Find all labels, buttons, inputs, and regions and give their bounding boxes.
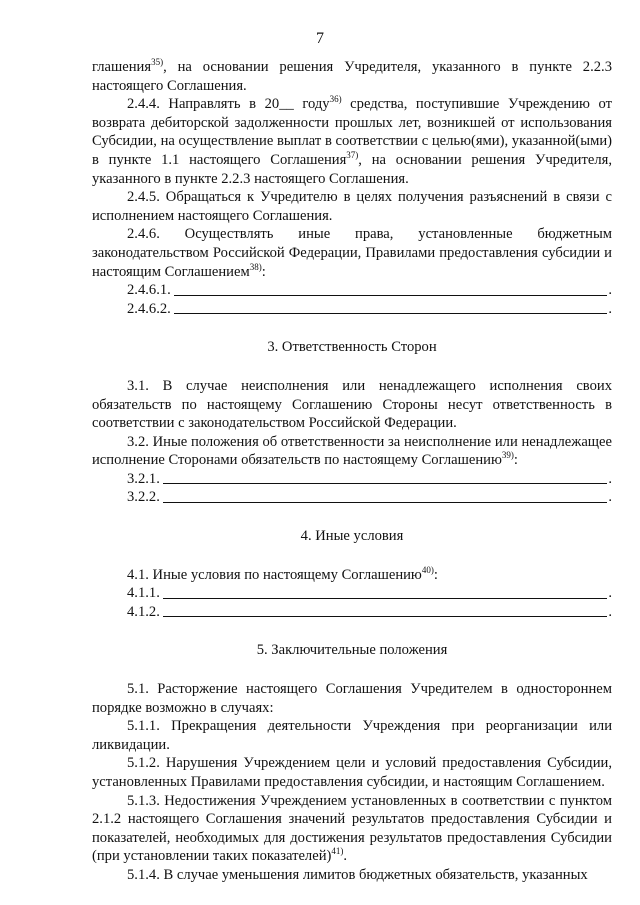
footnote-ref: 36)	[329, 94, 342, 105]
fill-dot: .	[608, 489, 612, 506]
paragraph-3-2	[92, 433, 612, 470]
fill-label: 2.4.6.2.	[127, 300, 171, 317]
fill-line-3-2-2	[127, 488, 612, 507]
paragraph-3-1: 3.1. В случае неисполнения или ненадлежащего исполнения своих обязательств по настоящему Соглашению Стороны несут ответственность в соответствии с законодательством Российской Федерации.	[92, 377, 612, 432]
fill-dot: .	[608, 282, 612, 299]
fill-dot: .	[608, 585, 612, 602]
paragraph-2-4-5: 2.4.5. Обращаться к Учредителю в целях получения разъяснений в связи с исполнением настоящего Соглашения.	[92, 189, 612, 224]
section-heading-5: 5. Заключительные положения	[256, 642, 448, 659]
paragraph-4-1	[92, 566, 612, 585]
text: :	[433, 566, 438, 583]
text: глашения	[92, 59, 152, 75]
footnote-ref: 39)	[501, 450, 514, 461]
fill-label: 4.1.2.	[127, 603, 160, 620]
footnote-ref: 38)	[249, 261, 262, 272]
text: 5.1.3. Недостижения Учреждением установленных в соответствии с пунктом 2.1.2 настоящего Соглашения значений результатов предоставления Субсидии и показателей, необходимых для достижения результатов предоставления Субсидии (при установлении таких показателей)	[92, 792, 612, 865]
blank-line	[163, 598, 608, 599]
fill-label: 2.4.6.1.	[127, 282, 171, 299]
fill-line-2-4-6-2	[127, 300, 612, 319]
text: 4.1. Иные условия по настоящему Соглашению	[127, 566, 422, 583]
blank-line	[163, 616, 608, 617]
section-heading-4: 4. Иные условия	[300, 528, 404, 545]
paragraph-2-4-6	[92, 225, 612, 281]
text: , на основании решения Учредителя, указанного в пункте 2.2.3 настоящего Соглашения.	[92, 151, 612, 187]
text: :	[513, 452, 518, 469]
fill-line-2-4-6-1	[127, 281, 612, 300]
fill-label: 4.1.1.	[127, 585, 160, 602]
paragraph-5-1-4: 5.1.4. В случае уменьшения лимитов бюджетных обязательств, указанных	[127, 866, 588, 883]
fill-label: 3.2.1.	[127, 470, 160, 487]
text: 2.4.6. Осуществлять иные права, установленные бюджетным законодательством Российской Федерации, Правилами предоставления субсидии и настоящим Соглашением	[92, 226, 612, 280]
fill-line-4-1-1	[127, 584, 612, 603]
page-number: 7	[316, 30, 324, 47]
text: , на основании решения Учредителя, указанного в пункте 2.2.3 настоящего Соглашения.	[92, 59, 612, 94]
paragraph-5-1-2: 5.1.2. Нарушения Учреждением цели и условий предоставления Субсидии, установленных Правилами предоставления субсидии, и настоящим Соглашением.	[92, 755, 612, 790]
paragraph-5-1-3	[92, 792, 612, 866]
fill-label: 3.2.2.	[127, 489, 160, 506]
text: средства, поступившие Учреждению от возврата дебиторской задолженности прошлых лет, возникшей от использования Субсидии, на осуществление выплат в соответствии с целью(ями), указанной(ыми) в пункте 1.1 настоящего Соглашения	[92, 96, 612, 168]
fill-line-3-2-1	[127, 470, 612, 489]
footnote-ref: 37)	[346, 150, 359, 161]
fill-dot: .	[608, 300, 612, 317]
document-body	[92, 58, 612, 885]
footnote-ref: 40)	[421, 564, 434, 575]
paragraph-5-1: 5.1. Расторжение настоящего Соглашения Учредителем в одностороннем порядке возможно в случаях:	[92, 681, 612, 716]
blank-line	[163, 502, 608, 503]
text: :	[261, 263, 266, 280]
paragraph-2-4-4	[92, 95, 612, 188]
blank-line	[163, 483, 608, 484]
fill-dot: .	[608, 603, 612, 620]
section-heading-3: 3. Ответственность Сторон	[267, 339, 437, 356]
paragraph-continuation	[92, 58, 612, 95]
footnote-ref: 35)	[151, 57, 164, 68]
fill-line-4-1-2	[127, 603, 612, 622]
paragraph-5-1-1: 5.1.1. Прекращения деятельности Учреждения при реорганизации или ликвидации.	[92, 718, 612, 753]
text: .	[343, 848, 348, 865]
text: 2.4.4. Направлять в 20__ году	[127, 96, 330, 113]
fill-dot: .	[608, 470, 612, 487]
blank-line	[174, 313, 608, 314]
footnote-ref: 41)	[331, 846, 344, 857]
text: 3.2. Иные положения об ответственности за неисполнение или ненадлежащее исполнение Сторонами обязательств по настоящему Соглашению	[92, 433, 612, 469]
blank-line	[174, 295, 608, 296]
